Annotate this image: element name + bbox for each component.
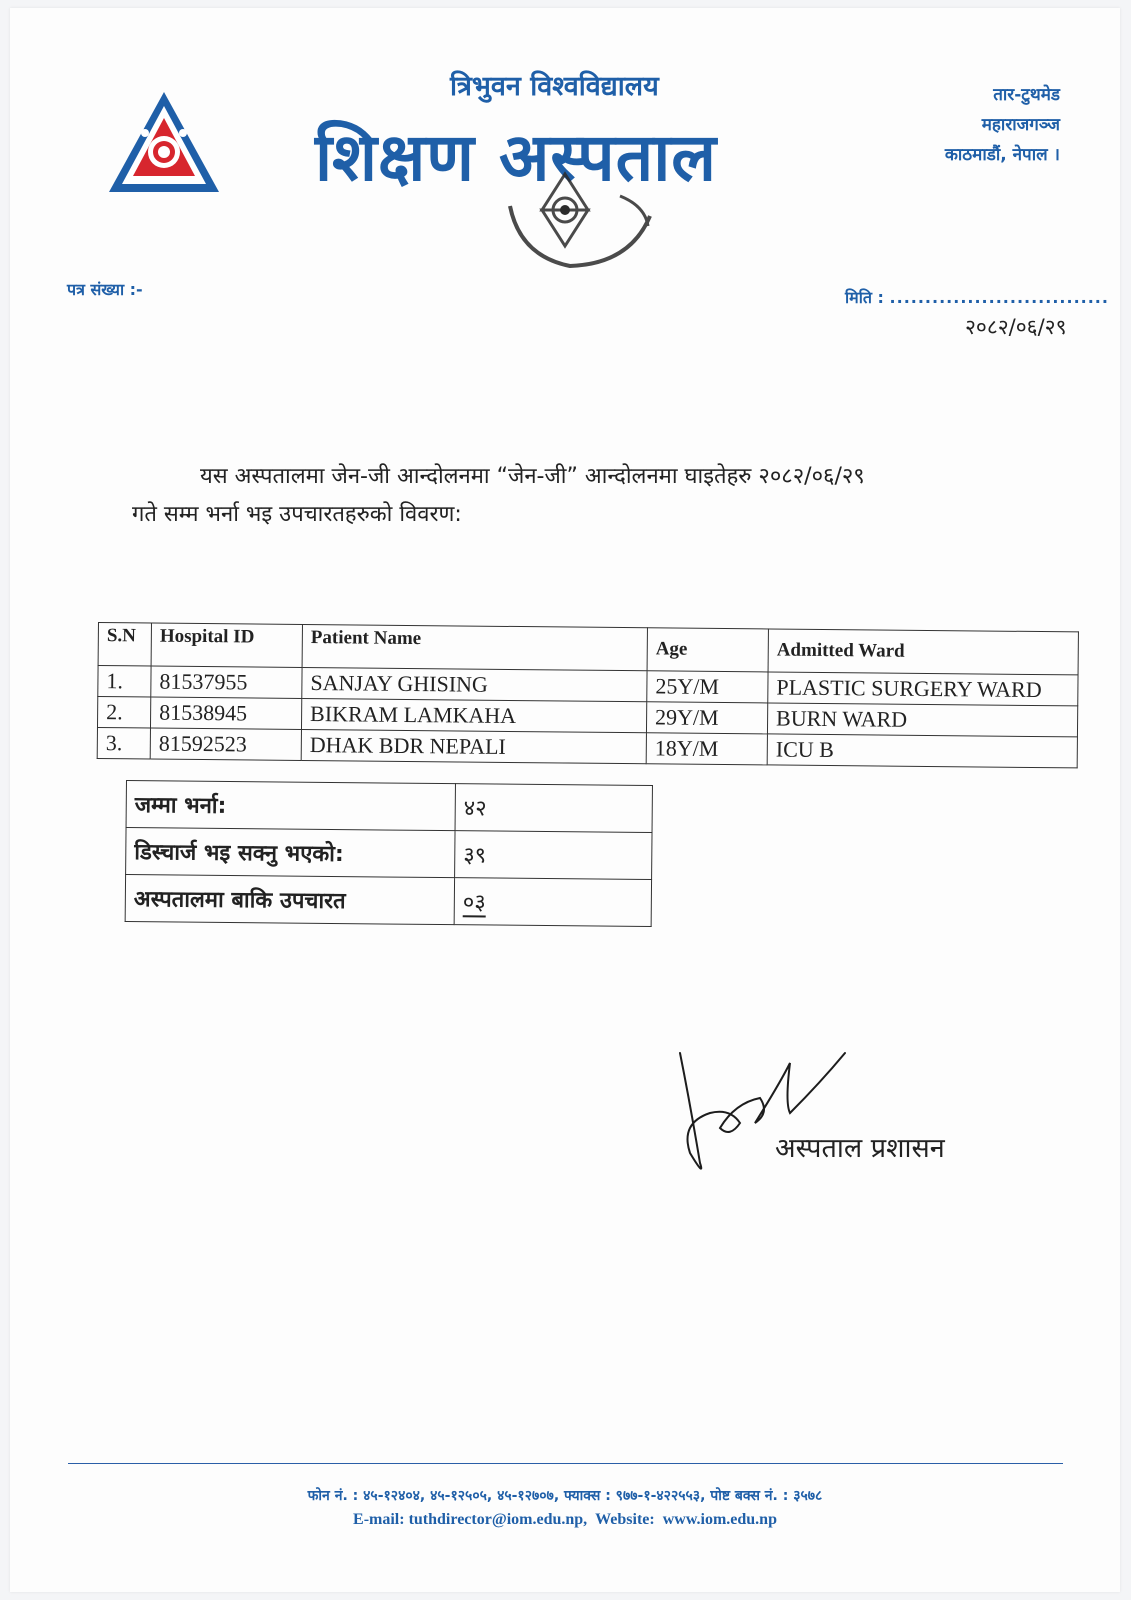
column-header-sn: S.N: [98, 623, 151, 667]
date-value: २०८२/०६/२९: [965, 315, 1067, 339]
university-logo: [105, 88, 223, 198]
summary-value-discharged: ३९: [455, 831, 652, 880]
hospital-address: [945, 80, 1060, 170]
official-stamp: [480, 166, 690, 326]
cell-patient-name: SANJAY GHISING: [302, 667, 647, 701]
cell-sn: 1.: [98, 666, 151, 698]
paragraph-line: यस अस्पतालमा जेन-जी आन्दोलनमा “जेन-जी” आन्दोलनमा घाइतेहरु २०८२/०६/२९: [200, 464, 865, 489]
university-name: त्रिभुवन विश्वविद्यालय: [450, 71, 659, 102]
summary-label-total-admitted: जम्मा भर्ना:: [126, 781, 455, 831]
column-header-age: Age: [647, 628, 768, 672]
summary-value-under-treatment: [454, 878, 651, 927]
date-dots: ...............................: [889, 288, 1109, 307]
cell-hospital-id: 81592523: [150, 728, 301, 760]
letter-page: [10, 8, 1120, 1592]
cell-ward: PLASTIC SURGERY WARD: [768, 672, 1078, 706]
footer-contact: फोन नं. : ४५-१२४०४, ४५-१२५०५, ४५-१२७०७, फ्याक्स : ९७७-१-४२२५५३, पोष्ट बक्स नं. : ३५७८: [307, 1488, 823, 1504]
summary-label-discharged: डिस्चार्ज भइ सक्नु भएको:: [126, 828, 455, 878]
cell-patient-name: BIKRAM LAMKAHA: [301, 698, 646, 732]
cell-age: 29Y/M: [646, 702, 767, 734]
date-label: [845, 286, 1109, 308]
reference-number-label: पत्र संख्या :-: [67, 280, 143, 299]
patient-table: [97, 622, 1079, 768]
summary-row: [126, 828, 652, 880]
summary-row: [125, 875, 651, 927]
cell-age: 25Y/M: [647, 671, 768, 703]
date-label-text: मिति :: [845, 288, 884, 307]
address-line: तार-टुथमेड: [993, 85, 1060, 105]
footer-divider: [68, 1463, 1063, 1464]
column-header-hospital-id: Hospital ID: [151, 623, 302, 667]
cell-ward: BURN WARD: [767, 703, 1077, 737]
cell-hospital-id: 81537955: [151, 666, 302, 698]
signature-title: अस्पताल प्रशासन: [775, 1133, 945, 1164]
cell-sn: 3.: [97, 727, 150, 759]
address-line: काठमाडौं, नेपाल ।: [944, 145, 1060, 165]
column-header-patient-name: Patient Name: [302, 624, 647, 670]
footer-email-label: E-mail:: [353, 1511, 405, 1528]
summary-value-total-admitted: ४२: [455, 784, 652, 833]
summary-value-text: ०३: [462, 890, 486, 916]
summary-label-under-treatment: अस्पतालमा बाकि उपचारत: [125, 875, 454, 925]
cell-ward: ICU B: [767, 734, 1077, 768]
address-line: महाराजगञ्ज: [981, 115, 1060, 135]
cell-patient-name: DHAK BDR NEPALI: [301, 729, 646, 763]
cell-sn: 2.: [97, 697, 150, 729]
summary-table: [125, 780, 653, 927]
cell-age: 18Y/M: [646, 733, 767, 765]
footer-website[interactable]: www.iom.edu.np: [662, 1511, 777, 1528]
handwritten-signature: [660, 1043, 860, 1193]
footer-website-label: Website:: [595, 1511, 655, 1528]
column-header-ward: Admitted Ward: [768, 629, 1078, 675]
intro-paragraph: [132, 458, 1062, 534]
footer-web: [10, 1511, 1120, 1529]
summary-row: [126, 781, 652, 833]
footer-email[interactable]: tuthdirector@iom.edu.np,: [408, 1511, 588, 1528]
cell-hospital-id: 81538945: [150, 697, 301, 729]
hospital-name: शिक्षण अस्पताल: [315, 119, 718, 196]
paragraph-line: गते सम्म भर्ना भइ उपचारतहरुको विवरण:: [132, 502, 462, 527]
